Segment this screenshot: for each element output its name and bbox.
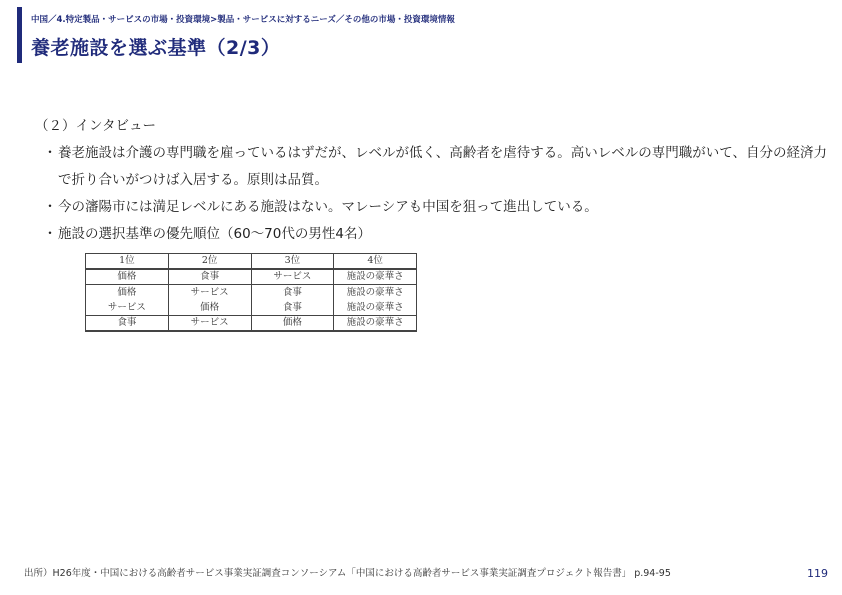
table-cell: 施設の豪華さ 施設の豪華さ — [334, 285, 417, 316]
bullet-text: 養老施設は介護の専門職を雇っているはずだが、レベルが低く、高齢者を虐待する。高いレベルの専門職がいて、自分の経済力で折り合いがつけば入居する。原則は品質。 — [58, 145, 827, 188]
priority-ranking-table — [85, 253, 417, 332]
table-row — [86, 316, 417, 332]
bullet-text: 今の瀋陽市には満足レベルにある施設はない。マレーシアも中国を狙って進出している。 — [58, 199, 598, 215]
column-header-rank-1: 1位 — [86, 254, 169, 270]
bullet-item — [42, 221, 832, 248]
column-header-rank-2: 2位 — [168, 254, 251, 270]
table-cell: サービス 価格 — [168, 285, 251, 316]
table-cell: 価格 サービス — [86, 285, 169, 316]
bullet-text: 施設の選択基準の優先順位（60～70代の男性4名） — [58, 226, 371, 242]
column-header-rank-3: 3位 — [251, 254, 334, 270]
title-accent-bar — [17, 7, 22, 63]
table-cell: 食事 — [168, 269, 251, 285]
table-cell: 施設の豪華さ — [334, 316, 417, 332]
section-heading: （２）インタビュー — [35, 118, 156, 134]
bullet-marker: ・ — [43, 145, 57, 161]
bullet-list — [42, 140, 832, 248]
bullet-marker: ・ — [43, 226, 57, 242]
table-cell: 施設の豪華さ — [334, 269, 417, 285]
bullet-marker: ・ — [43, 199, 57, 215]
page-number: 119 — [807, 567, 828, 580]
table-cell: 食事 — [86, 316, 169, 332]
breadcrumb: 中国／4.特定製品・サービスの市場・投資環境>製品・サービスに対するニーズ／その他の市場・投資環境情報 — [31, 15, 455, 25]
bullet-item — [42, 140, 832, 194]
table-cell: 食事 食事 — [251, 285, 334, 316]
table-cell: 価格 — [251, 316, 334, 332]
table-cell: 価格 — [86, 269, 169, 285]
table-row — [86, 269, 417, 285]
bullet-item — [42, 194, 832, 221]
page-title: 養老施設を選ぶ基準（2/3） — [31, 37, 281, 59]
source-citation: 出所）H26年度・中国における高齢者サービス事業実証調査コンソーシアム「中国における高齢者サービス事業実証調査プロジェクト報告書」 p.94-95 — [24, 568, 671, 579]
table-header-row — [86, 254, 417, 270]
table-cell: サービス — [251, 269, 334, 285]
table-row — [86, 285, 417, 316]
column-header-rank-4: 4位 — [334, 254, 417, 270]
table-cell: サービス — [168, 316, 251, 332]
